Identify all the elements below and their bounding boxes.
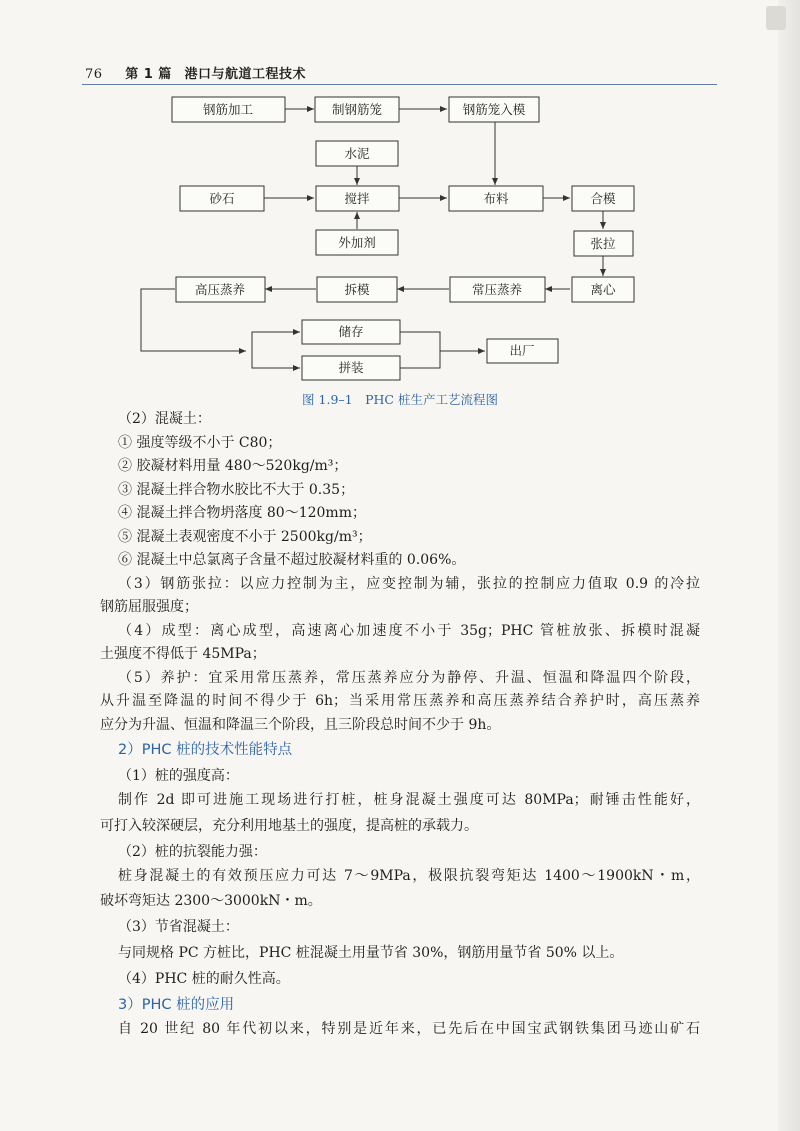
part-label: 第 1 篇 bbox=[125, 67, 172, 82]
concrete-item-5: ⑤ 混凝土表观密度不小于 2500kg/m³； bbox=[118, 528, 372, 545]
concrete-item-6: ⑥ 混凝土中总氯离子含量不超过胶凝材料重的 0.06%。 bbox=[118, 552, 466, 568]
forming-para-line-1: （4）成型：离心成型，高速离心加速度不小于 35g；PHC 管桩放张、拆模时混凝 bbox=[118, 622, 700, 639]
tension-para-line-2: 钢筋屈服强度； bbox=[100, 599, 198, 615]
label-cage-into-mold: 钢筋笼入模 bbox=[462, 102, 526, 117]
branch-to-storage bbox=[252, 332, 300, 351]
curing-para-line-2: 从升温至降温的时间不得少于 6h；当采用常压蒸养和高压蒸养结合养护时，高压蒸养 bbox=[100, 693, 700, 709]
label-steel-processing: 钢筋加工 bbox=[202, 102, 254, 117]
concrete-item-1: ① 强度等级不小于 C80； bbox=[118, 434, 282, 451]
merge-storage bbox=[400, 332, 440, 351]
process-flowchart bbox=[0, 0, 800, 390]
crack-line-2: 破坏弯矩达 2300～3000kN・m。 bbox=[100, 893, 322, 909]
body-text bbox=[100, 408, 700, 1042]
curing-para-line-3: 应分为升温、恒温和降温三个阶段，且三阶段总时间不少于 9h。 bbox=[100, 716, 501, 733]
strength-heading: （1）桩的强度高： bbox=[118, 768, 239, 784]
label-assembly: 拼装 bbox=[338, 360, 364, 375]
concrete-item-3: ③ 混凝土拌合物水胶比不大于 0.35； bbox=[118, 481, 355, 498]
label-cage-making: 制钢筋笼 bbox=[331, 102, 383, 117]
curing-para-line-1: （5）养护：宜采用常压蒸养，常压蒸养应分为静停、升温、恒温和降温四个阶段， bbox=[118, 669, 700, 686]
label-distribute: 布料 bbox=[483, 191, 509, 206]
crack-line-1: 桩身混凝土的有效预压应力可达 7～9MPa，极限抗裂弯矩达 1400～1900kN・m， bbox=[118, 867, 700, 884]
crack-heading: （2）桩的抗裂能力强： bbox=[118, 843, 267, 860]
strength-line-1: 制作 2d 即可进施工现场进行打桩，桩身混凝土强度可达 80MPa；耐锤击性能好， bbox=[118, 792, 700, 808]
forming-para-line-2: 土强度不得低于 45MPa； bbox=[100, 646, 266, 662]
label-normal-steam: 常压蒸养 bbox=[471, 282, 523, 297]
saving-line-1: 与同规格 PC 方桩比，PHC 桩混凝土用量节省 30%，钢筋用量节省 50% 以上。 bbox=[118, 945, 624, 961]
label-tension: 张拉 bbox=[590, 236, 616, 251]
label-admixture: 外加剂 bbox=[338, 235, 376, 250]
label-mixing: 搅拌 bbox=[344, 191, 370, 206]
label-cement: 水泥 bbox=[344, 146, 370, 161]
concrete-item-4: ④ 混凝土拌合物坍落度 80～120mm； bbox=[118, 505, 366, 521]
concrete-item-2: ② 胶凝材料用量 480～520kg/m³； bbox=[118, 458, 348, 474]
label-storage: 储存 bbox=[338, 324, 364, 339]
saving-heading: （3）节省混凝土： bbox=[118, 919, 239, 935]
chapter-title: 港口与航道工程技术 bbox=[184, 67, 306, 82]
durability-line: （4）PHC 桩的耐久性高。 bbox=[118, 971, 290, 987]
strength-line-2: 可打入较深硬层，充分利用地基土的强度，提高桩的承载力。 bbox=[100, 817, 478, 834]
branch-to-assembly bbox=[252, 351, 300, 368]
figure-caption: 图 1.9–1 PHC 桩生产工艺流程图 bbox=[302, 392, 498, 407]
tension-para-line-1: （3）钢筋张拉：以应力控制为主，应变控制为辅，张拉的控制应力值取 0.9 的冷拉 bbox=[118, 575, 700, 592]
label-close-mold: 合模 bbox=[590, 191, 616, 206]
label-centrifuge: 离心 bbox=[590, 282, 616, 297]
label-sand-stone: 砂石 bbox=[209, 191, 235, 206]
label-high-steam: 高压蒸养 bbox=[194, 282, 246, 297]
section-heading-performance: 2）PHC 桩的技术性能特点 bbox=[118, 742, 293, 758]
label-exit: 出厂 bbox=[509, 343, 535, 358]
merge-assembly bbox=[400, 351, 440, 368]
section-heading-application: 3）PHC 桩的应用 bbox=[118, 997, 235, 1013]
concrete-heading: （2）混凝土： bbox=[118, 411, 211, 427]
application-line-1: 自 20 世纪 80 年代初以来，特别是近年来，已先后在中国宝武钢铁集团马迹山矿石 bbox=[118, 1021, 700, 1037]
page-number: 76 bbox=[85, 67, 103, 82]
label-demold: 拆模 bbox=[344, 282, 370, 297]
